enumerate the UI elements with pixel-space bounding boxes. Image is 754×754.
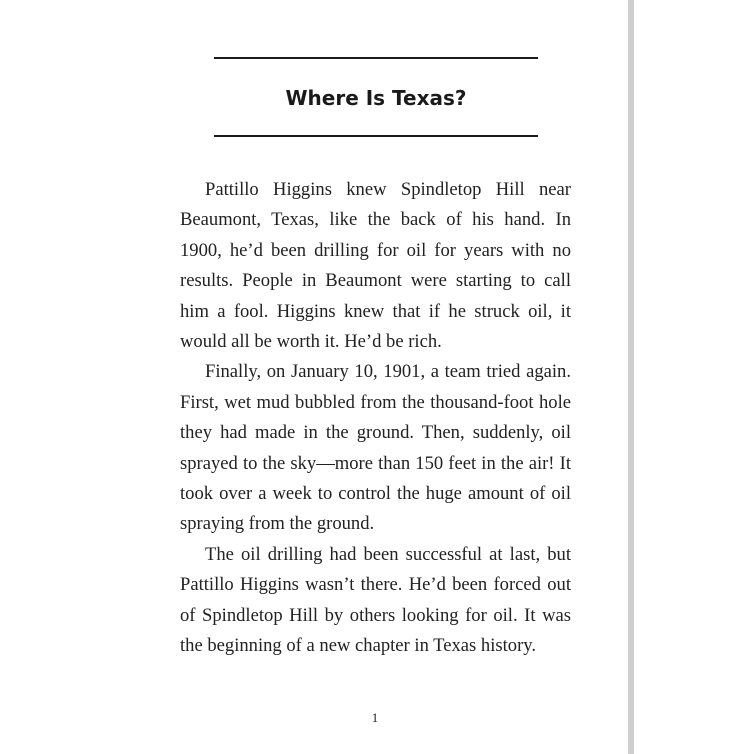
title-rule-top [214, 57, 538, 59]
chapter-title: Where Is Texas? [285, 86, 467, 110]
chapter-body [180, 175, 571, 662]
title-rule-bottom [214, 135, 538, 137]
page-number: 1 [371, 710, 379, 725]
paragraph: The oil drilling had been successful at last, but Pattillo Higgins wasn’t there. He’d been forced out of Spindletop Hill by others looking for oil. It was the beginning of a new chapter in Texas history. [180, 543, 571, 657]
page-margin-area [634, 0, 754, 754]
paragraph: Pattillo Higgins knew Spindletop Hill near Beaumont, Texas, like the back of his hand. In 1900, he’d been drilling for oil for years with no results. People in Beaumont were starting to call him a fool. Higgins knew that if he struck oil, it would all be worth it. He’d be rich. [180, 179, 571, 353]
paragraph: Finally, on January 10, 1901, a team tried again. First, wet mud bubbled from the thousand-foot hole they had made in the ground. Then, suddenly, oil sprayed to the sky—more than 150 feet in the air! It took over a week to control the huge amount of oil spraying from the ground. [180, 361, 571, 535]
